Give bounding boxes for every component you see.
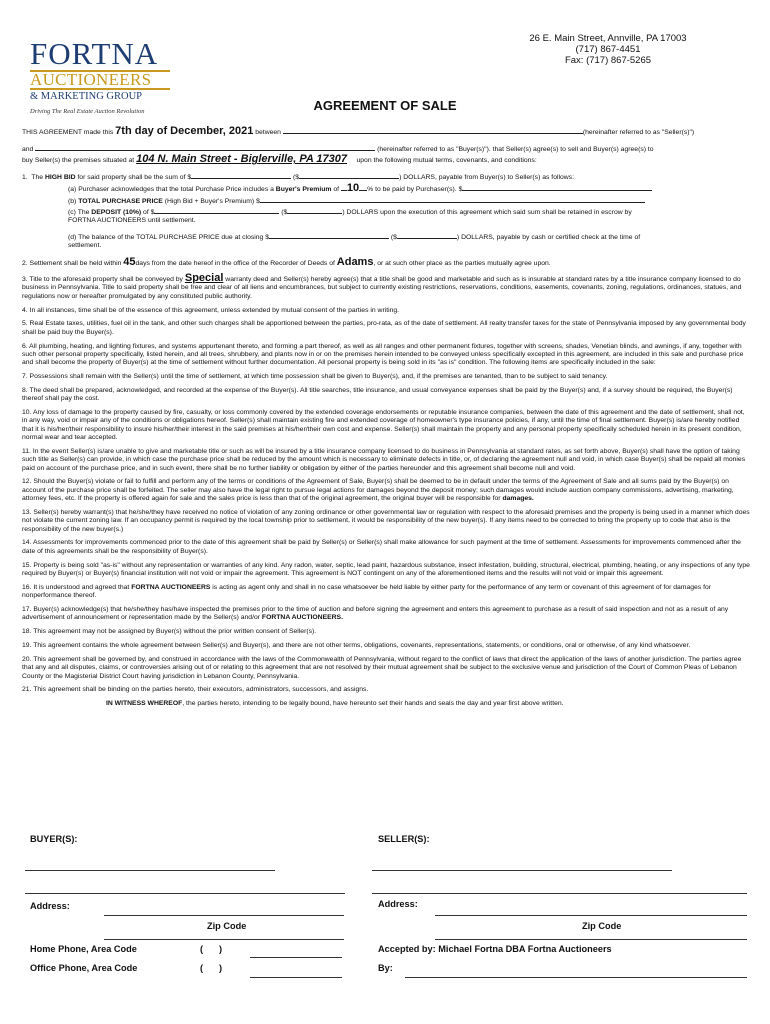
buyer-signature-line-2[interactable] [25,893,345,894]
home-phone-paren-open: ( [200,944,204,954]
clause-1d-cont: settlement. [68,241,102,249]
seller-name-field[interactable] [283,126,583,134]
accepted-by-label: Accepted by: Michael Fortna DBA Fortna Auctioneers [378,944,612,954]
clause-1c-cont: FORTNA AUCTIONEERS until settlement. [68,217,196,225]
premises-address: 104 N. Main Street - Biglerville, PA 17307 [136,153,348,166]
document-title: AGREEMENT OF SALE [313,98,457,113]
clause-7: 7. Possessions shall remain with the Seller(s) until the time of settlement, at which time possession shall be given to Buyer(s), and, if the premises are tenanted, than to be subject to said tenancy. [22,373,608,381]
clause-21: 21. This agreement shall be binding on the parties hereto, their executors, administrators, successors, and assigns. [22,686,369,694]
clause-6: 6. All plumbing, heating, and lighting fixtures, and systems appurtenant thereto, and forming a part thereof, as well as all ranges and other permanent fixtures, together with screens, shades, Venetian blinds, and awnings, if any, together with such other personal property specifically, listed herein, and all trees, shrubbery, and plants now in or on the premises herein intended to be conveyed unless specifically excepted in this agreement, are included in this sale and purchase price and shall become the property of Buyer(s) at the time of settlement without further documentation. All personal property is being sold in its "as is" condition. The following items are specifically included in the sale: [22,342,744,367]
premium-amount-field[interactable] [462,183,652,191]
by-signature-line[interactable] [405,977,747,978]
seller-signature-line-1[interactable] [372,870,672,871]
office-phone-label: Office Phone, Area Code [30,963,138,973]
clause-8: 8. The deed shall be prepared, acknowledged, and recorded at the expense of the Buyer(s). All title searches, title insurance, and usual conveyance expenses shall be paid by the Buyer(s) and, if a survey should be required, the Buyer(s) thereof shall pay the cost. [22,386,733,403]
agreement-date: 7th day of December, 2021 [115,125,254,137]
high-bid-words-field[interactable] [299,171,399,179]
seller-zip-label: Zip Code [582,921,622,931]
clause-19: 19. This agreement contains the whole agreement between Seller(s) and Buyer(s), and there are not other terms, obligations, covenants, representations, statements, or conditions, oral or otherwise, of any kind whatsoever. [22,642,691,650]
total-price-field[interactable] [260,195,645,203]
deed-type: Special [184,272,224,285]
agreement-body [22,126,750,714]
intro-line1: THIS AGREEMENT made this 7th day of December, 2021 between (hereinafter referred to as "Seller(s)") [22,125,695,137]
clause-15: 15. Property is being sold "as-is" without any representation or warranties of any kind. Any radon, water, septic, lead paint, hazardous substance, insect infestation, building, structural, electrical, plumbing, heating, or any inspections of any type required by Buyer(s) or Buyer(s) financial institution will not void or impair the agreement. This agreement is NOT contingent on any of the aforementioned items and the results will not void or impair this agreement. [22,561,750,577]
buyers-heading: BUYER(S): [30,834,78,844]
seller-address-label: Address: [378,899,418,909]
contact-block [528,33,688,66]
clause-14: 14. Assessments for improvements commenced prior to the date of this agreement shall be paid by Seller(s) or Seller(s) shall make allowance for such payment at the time of settlement. Assessments for improvements commenced after the date of this agreements shall be the responsibility of Buyer(s). [22,539,741,555]
contact-phone: (717) 867-4451 [575,44,641,55]
seller-address-line[interactable] [435,915,747,916]
clause-1b: (b) TOTAL PURCHASE PRICE (High Bid + Buyer's Premium) $ [22,195,750,206]
clause-13: 13. Seller(s) hereby warrant(s) that he/she/they have received no notice of violation of any zoning ordinance or other governmental law or regulation with respect to the aforesaid premises and the property is being used in a manner which does not violate the current zoning law. If an occupancy permit is required by the local township prior to settlement, it would be responsibility of the new buyer(s). If any items need to be corrected to bring the property up to code that also is the responsibility of the new buyer(s.) [22,508,750,533]
clause-1c: (c) The DEPOSIT (10%) of $ ($ ) DOLLARS upon the execution of this agreement which said sum shall be retained in escrow by [22,206,750,217]
office-phone-paren-close: ) [219,963,223,973]
buyer-address-label: Address: [30,901,70,911]
clause-11: 11. In the event Seller(s) is/are unable to give and marketable title or such as will be insured by a title insurance company licensed to do business in Pennsylvania at standard rates, as set forth above, Buyer(s) shall have the option of taking such title as Seller(s) can provide, in which case the purchase price shall be reduced by the amount which is necessary to eliminate defects in title, or, of declaring the agreement null and void, in which case Buyer(s) shall be repaid all monies paid on account of the purchase price, and in such event, there shall be no further liability or obligation by either of the parties hereunder and this agreement shall become null and void. [22,447,746,472]
clause-12: 12. Should the Buyer(s) violate or fail to fulfill and perform any of the terms or conditions of the Agreement of Sale, Buyer(s) shall be deemed to be in default under the terms of the Agreement of Sale and all sums paid by the Buyer(s) on account of the purchase price shall be forfeited. The seller may also have the legal right to pursue legal actions for damages beyond the deposit money; such damages would include auction company commissions, advertising, marketing, attorney fees, etc. If the property is offered again for sale and the sales price is less than that of the original agreement, the original buyer will be responsible for damages. [22,478,734,503]
office-phone-line[interactable] [250,977,342,978]
intro-line3: buy Seller(s) the premises situated at 104 N. Main Street - Biglerville, PA 17307 upon the following mutual terms, covenants, and conditions: [22,153,537,166]
clause-4: 4. In all instances, time shall be of the essence of this agreement, unless extended by mutual consent of the parties in writing. [22,306,400,314]
clause-3: 3. Title to the aforesaid property shall be conveyed by Special warranty deed and Seller(s) hereby agree(s) that a title shall be good and marketable and such as is insurable at standard rates by a title insurance company licensed to do business in Pennsylvania. Title to said property shall be free and clear of all liens and encumbrances, but subject to currently existing restrictions, reservations, conditions, easements, covenants, zoning, regulations, ordinances, statues, and regulations now or hereafter promulgated by any constituted public authority. [22,272,742,300]
witness-statement: IN WITNESS WHEREOF, the parties hereto, intending to be legally bound, have hereunto set their hands and seals the day and year first above written. [106,700,564,708]
buyer-signature-line-1[interactable] [25,870,275,871]
contact-address: 26 E. Main Street, Annville, PA 17003 [529,33,687,44]
logo-auctioneers: AUCTIONEERS [30,70,170,90]
clause-1d: (d) The balance of the TOTAL PURCHASE PRICE due at closing $ ($ ) DOLLARS, payable by cash or certified check at the time of [22,231,750,242]
home-phone-line[interactable] [250,957,342,958]
high-bid-field[interactable] [191,171,291,179]
clause-1: 1. The HIGH BID for said property shall be the sum of $ ($ ) DOLLARS, payable from Buyer(s) to Seller(s) as follows: [22,171,750,182]
buyer-zip-label: Zip Code [207,921,247,931]
clause-18: 18. This agreement may not be assigned by Buyer(s) without the prior written consent of Seller(s). [22,628,317,636]
clause-1a: (a) Purchaser acknowledges that the total Purchase Price includes a Buyer's Premium of 10 % to be paid by Purchaser(s). $ [22,183,750,194]
settlement-days: 45 [123,256,136,269]
logo-tagline: Driving The Real Estate Auction Revolution [30,108,145,115]
contact-fax: Fax: (717) 867-5265 [564,55,652,66]
intro-line2: and (hereinafter referred to as "Buyer(s)"). that Seller(s) agree(s) to sell and Buyer(s) agree(s) to [22,143,750,154]
deposit-words-field[interactable] [287,206,342,214]
clause-17: 17. Buyer(s) acknowledge(s) that he/she/they has/have inspected the premises prior to the time of auction and before signing the agreement and enters this agreement to purchase as a result of said inspection and not as a result of any advertisement of announcement or representation made by the Seller(s) and/or FORTNA AUCTIONEERS. [22,605,729,622]
clause-5: 5. Real Estate taxes, utilities, fuel oil in the tank, and other such charges shall be apportioned between the parties, pro-rata, as of the date of settlement. All realty transfer taxes for the state of Pennsylvania imposed by any governmental body shall be paid buy the Buyer(s). [22,320,746,336]
home-phone-label: Home Phone, Area Code [30,944,137,954]
sellers-heading: SELLER(S): [378,834,430,844]
balance-words-field[interactable] [397,231,457,239]
buyer-address-line[interactable] [104,915,344,916]
office-phone-paren-open: ( [200,963,204,973]
seller-zip-line[interactable] [435,939,747,940]
buyer-zip-line[interactable] [104,939,344,940]
deposit-field[interactable] [154,206,279,214]
buyer-name-field[interactable] [35,143,375,151]
seller-signature-line-2[interactable] [372,893,747,894]
clause-20: 20. This agreement shall be governed by, and construed in accordance with the laws of the Commonwealth of Pennsylvania, without regard to the conflict of laws that direct the application of the laws of another jurisdiction. The parties agree that any and all disputes, claims, or controversies arising out of or relating to this agreement that are not resolved by their mutual agreement shall be subject to the exclusive venue and jurisdiction of the Court of Common Pleas of Lebanon County or the Magisterial District Court having jurisdiction in Lebanon County, Pennsylvania. [22,655,742,680]
clause-10: 10. Any loss of damage to the property caused by fire, casualty, or loss commonly covered by the extended coverage endorsements or reputable insurance companies, between the date of this agreement and the date of settlement, shall not, in any way, void or impair any of the conditions or obligations hereof. Seller(s) shall maintain existing fire and extended coverage of homeowner's type insurance policies, if any, until the time of final settlement. Buyer(s) is/are hereby notified that it is his/her/their responsibility to insure his/her/their interest in the said premises at his/her/their own cost and expense. Seller(s) shall maintain the property and any personal property specifically scheduled herein in its present condition, normal wear and tear accepted. [22,409,745,442]
home-phone-paren-close: ) [219,944,223,954]
premium-percent: 10 [346,182,360,195]
county-name: Adams [336,256,374,269]
clause-16: 16. It is understood and agreed that FORTNA AUCTIONEERS is acting as agent only and shall in no case whatsoever be held liable by either party for the performance of any term or covenant of this agreement of for damages for nonperformance thereof. [22,583,711,600]
logo-name: FORTNA [30,36,159,71]
clause-2: 2. Settlement shall be held within 45days from the date hereof in the office of the Recorder of Deeds of Adams, or at such other place as the parties mutually agree upon. [22,256,551,269]
by-label: By: [378,963,393,973]
balance-field[interactable] [269,231,389,239]
logo-marketing: & MARKETING GROUP [30,91,143,102]
